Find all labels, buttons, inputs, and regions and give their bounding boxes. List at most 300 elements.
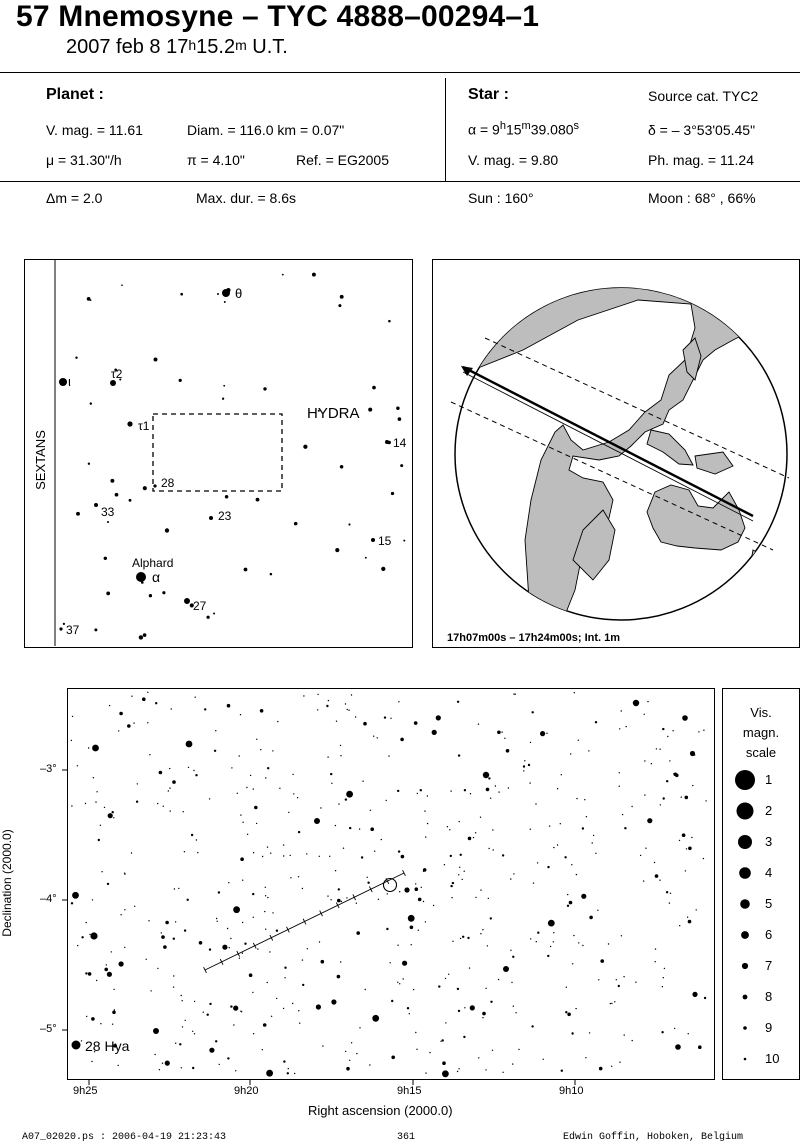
detail-star [349, 1060, 350, 1061]
detail-star [492, 1050, 493, 1051]
detail-star [450, 855, 452, 857]
detail-star [417, 793, 418, 794]
detail-star [329, 856, 330, 857]
detail-star [196, 839, 197, 840]
detail-star [498, 791, 499, 792]
detail-star [553, 932, 554, 933]
detail-star [557, 788, 558, 789]
detail-star [237, 793, 238, 794]
detail-star [114, 1009, 115, 1010]
finder-star [403, 540, 405, 542]
detail-star [81, 936, 83, 938]
detail-star [170, 810, 171, 811]
detail-star [204, 708, 206, 710]
asteroid-track [204, 870, 406, 973]
detail-star [192, 1031, 193, 1032]
footer-author: Edwin Goffin, Hoboken, Belgium [563, 1132, 744, 1143]
detail-star [582, 827, 584, 829]
detail-star [513, 693, 514, 694]
finder-star [224, 301, 226, 303]
finder-star [88, 463, 90, 465]
detail-star [460, 854, 462, 856]
detail-star [523, 770, 524, 771]
detail-star [661, 1031, 663, 1033]
detail-star [485, 1069, 486, 1070]
detail-star [254, 806, 258, 810]
detail-star [581, 894, 586, 899]
star-label-iota: ι [68, 374, 71, 389]
detail-star [227, 704, 231, 708]
detail-star [470, 793, 471, 794]
detail-star [227, 1057, 229, 1059]
detail-star [148, 920, 149, 921]
detail-star [610, 1003, 611, 1004]
detail-star [174, 888, 175, 889]
detail-star [250, 775, 251, 776]
finder-star [104, 557, 107, 560]
detail-star [71, 902, 73, 904]
detail-star [450, 885, 452, 887]
detail-star [675, 1044, 681, 1050]
detail-star [298, 831, 300, 833]
detail-star [611, 1003, 612, 1004]
finder-star [94, 503, 98, 507]
detail-star [553, 941, 554, 942]
star-vmag: V. mag. = 9.80 [468, 152, 559, 168]
detail-star [378, 899, 379, 900]
detail-star [415, 1032, 416, 1033]
detail-star [503, 966, 509, 972]
scale-title-line2: magn. [742, 725, 780, 740]
detail-star [163, 945, 167, 949]
finder-star [90, 402, 92, 404]
detail-star [106, 964, 107, 965]
detail-star [338, 803, 339, 804]
detail-star [475, 897, 476, 898]
detail-star [253, 852, 254, 853]
detail-star [193, 770, 194, 771]
detail-star [320, 807, 321, 808]
detail-star [530, 742, 531, 743]
scale-title-line1: Vis. [750, 705, 772, 720]
detail-star [560, 823, 561, 824]
detail-star [530, 829, 531, 830]
detail-star [283, 855, 284, 856]
detail-star [414, 721, 418, 725]
scale-label: 4 [765, 865, 773, 880]
detail-star [351, 1042, 352, 1043]
detail-star [696, 909, 697, 910]
finder-star [312, 273, 316, 277]
detail-star [90, 932, 97, 939]
detail-star [463, 1036, 465, 1038]
detail-star [185, 1020, 186, 1021]
finder-star [388, 320, 391, 323]
detail-star [586, 816, 587, 817]
detail-star [561, 1070, 563, 1072]
detail-star [161, 932, 162, 933]
detail-star [682, 833, 686, 837]
detail-star [297, 797, 298, 798]
detail-star [698, 731, 699, 732]
x-tick-label: 9h25 [73, 1085, 98, 1097]
detail-star [317, 694, 318, 695]
detail-star [292, 1003, 293, 1004]
detail-star [464, 1007, 465, 1008]
detail-star [704, 997, 706, 999]
detail-star [267, 846, 268, 847]
detail-star [233, 1006, 238, 1011]
detail-star [669, 760, 670, 761]
detail-star [326, 705, 328, 707]
finder-star [223, 385, 225, 387]
star-phmag: Ph. mag. = 11.24 [648, 152, 754, 168]
detail-star [153, 1028, 159, 1034]
detail-star [655, 874, 659, 878]
detail-star [512, 1063, 513, 1064]
detail-star [480, 889, 481, 890]
detail-star [632, 1040, 633, 1041]
detail-star [172, 780, 176, 784]
detail-star [548, 920, 555, 927]
detail-star [229, 947, 230, 948]
detail-star [390, 718, 391, 719]
detail-star [478, 1057, 479, 1058]
star-label-alpha: α [152, 569, 161, 585]
detail-star [482, 1017, 483, 1018]
detail-star [493, 849, 494, 850]
detail-star [447, 826, 448, 827]
constellation-label-hydra: HYDRA [307, 405, 360, 422]
finder-star [143, 633, 147, 637]
finder-star [294, 522, 298, 526]
finder-star [338, 304, 341, 307]
detail-star [343, 848, 344, 849]
finder-star [107, 521, 109, 523]
detail-star [367, 877, 368, 878]
detail-star [96, 791, 97, 792]
finder-star [129, 499, 132, 502]
detail-star [71, 740, 72, 741]
detail-star [252, 992, 253, 993]
finder-chart [24, 259, 413, 648]
detail-star [124, 909, 125, 910]
detail-star [216, 918, 217, 919]
detail-star [608, 943, 609, 944]
detail-star [403, 978, 404, 979]
detail-star [460, 938, 461, 939]
detail-star [187, 899, 189, 901]
detail-star [241, 1011, 242, 1012]
detail-star [415, 887, 419, 891]
detail-star [459, 867, 460, 868]
earth-map-panel [432, 259, 800, 648]
detail-star [578, 740, 579, 741]
detail-star [178, 888, 179, 889]
finder-star [180, 293, 183, 296]
y-tick-label: –4° [40, 893, 57, 905]
finder-star-field [59, 273, 405, 640]
scale-dot [743, 995, 748, 1000]
finder-star [348, 523, 350, 525]
finder-star [381, 567, 385, 571]
detail-star [347, 709, 348, 710]
detail-star [464, 789, 466, 791]
detail-star [425, 921, 426, 922]
detail-star [445, 1022, 446, 1023]
detail-star [647, 701, 648, 702]
detail-star [345, 798, 347, 800]
detail-star [294, 1073, 295, 1074]
detail-star [155, 702, 157, 704]
detail-star [253, 788, 254, 789]
detail-star [337, 899, 341, 903]
detail-star [134, 906, 135, 907]
finder-star [398, 417, 402, 421]
detail-star [624, 1034, 625, 1035]
detail-star [230, 938, 231, 939]
detail-star [598, 979, 599, 980]
detail-star [322, 1045, 323, 1046]
detail-star [425, 1072, 426, 1073]
detail-star [147, 722, 148, 723]
detail-star [667, 736, 668, 737]
detail-star [444, 864, 445, 865]
detail-star [330, 899, 331, 900]
detail-star [410, 926, 414, 930]
detail-star [515, 1012, 516, 1013]
detail-star [595, 853, 596, 854]
detail-star [233, 906, 240, 913]
detail-star [451, 897, 452, 898]
detail-star [249, 973, 253, 977]
finder-star [165, 528, 169, 532]
detail-star [203, 1012, 204, 1013]
finder-star [162, 591, 165, 594]
detail-star [359, 828, 360, 829]
detail-star [536, 941, 537, 942]
planet-motion: μ = 31.30"/h [46, 152, 122, 168]
detail-star [77, 765, 78, 766]
detail-star [619, 728, 620, 729]
detail-star [150, 990, 151, 991]
detail-star [340, 755, 341, 756]
detail-star [219, 1064, 220, 1065]
detail-star [217, 921, 218, 922]
detail-star [173, 986, 174, 987]
finder-star [63, 623, 65, 625]
detail-star [588, 750, 589, 751]
detail-star [537, 862, 538, 863]
detail-star [272, 750, 273, 751]
detail-star [631, 806, 632, 807]
detail-star [100, 1023, 101, 1024]
detail-star [370, 810, 371, 811]
finder-star [263, 387, 266, 390]
detail-star [458, 754, 460, 756]
detail-star [319, 941, 320, 942]
detail-star [495, 785, 496, 786]
detail-star [660, 804, 661, 805]
detail-star [691, 837, 692, 838]
detail-star [502, 1072, 503, 1073]
detail-star [124, 947, 125, 948]
detail-star [518, 1049, 519, 1050]
detail-star [267, 897, 268, 898]
star-label-28-hya: 28 Hya [85, 1038, 130, 1054]
detail-star [317, 709, 318, 710]
detail-star [256, 823, 257, 824]
detail-star [363, 722, 367, 726]
detail-star [146, 959, 147, 960]
x-tick-label: 9h10 [559, 1085, 584, 1097]
detail-star [197, 852, 198, 853]
event-date: 2007 feb 8 17 [66, 36, 189, 58]
detail-star [572, 963, 573, 964]
finder-star [213, 612, 215, 614]
detail-star [543, 1059, 544, 1060]
scale-title-line3: scale [745, 745, 777, 760]
detail-star [188, 767, 189, 768]
detail-star [644, 794, 645, 795]
detail-star [459, 821, 460, 822]
detail-star [242, 953, 243, 954]
detail-star [528, 764, 530, 766]
scale-dot [744, 1058, 747, 1061]
finder-star [154, 358, 158, 362]
detail-star [346, 897, 347, 898]
detail-star [365, 989, 366, 990]
detail-star [367, 882, 369, 884]
detail-star [246, 787, 247, 788]
detail-star [240, 814, 241, 815]
scale-dot [739, 867, 751, 879]
detail-star [698, 1045, 702, 1049]
detail-star [490, 798, 491, 799]
globe-time-caption: 17h07m00s – 17h24m00s; Int. 1m [447, 632, 621, 644]
detail-star [316, 1004, 321, 1009]
detail-star [179, 1043, 181, 1045]
detail-star [573, 935, 574, 936]
detail-star [485, 988, 486, 989]
detail-star [482, 929, 483, 930]
detail-star [626, 726, 627, 727]
detail-star [292, 774, 293, 775]
detail-star [582, 945, 583, 946]
finder-star [335, 548, 339, 552]
detail-star [277, 721, 278, 722]
detail-star [524, 760, 525, 761]
detail-star [452, 941, 453, 942]
detail-star [81, 1040, 82, 1041]
detail-star [589, 1032, 590, 1033]
detail-star [611, 1066, 612, 1067]
detail-star [413, 989, 414, 990]
max-duration: Max. dur. = 8.6s [196, 190, 296, 206]
detail-star [335, 870, 336, 871]
detail-star [640, 855, 641, 856]
detail-star [279, 788, 280, 789]
detail-star [540, 731, 545, 736]
detail-star [420, 789, 422, 791]
detail-star [96, 980, 97, 981]
star-label-33: 33 [101, 505, 115, 519]
detail-star [374, 851, 375, 852]
detail-star [416, 1049, 417, 1050]
finder-star [143, 486, 147, 490]
detail-star [284, 977, 285, 978]
detail-star [566, 987, 567, 988]
detail-star [209, 1048, 214, 1053]
detail-star [504, 738, 505, 739]
detail-star [623, 976, 624, 977]
y-axis-label: Declination (2000.0) [0, 829, 14, 937]
scale-label: 10 [765, 1051, 780, 1066]
detail-star [111, 951, 112, 952]
detail-star [662, 728, 664, 730]
detail-star [288, 1068, 289, 1069]
detail-star [436, 715, 441, 720]
detail-star [488, 848, 489, 849]
detail-star [529, 782, 530, 783]
finder-star [270, 573, 273, 576]
detail-star [214, 750, 216, 752]
detail-star [192, 1067, 194, 1069]
detail-star [690, 751, 695, 756]
scale-label: 7 [765, 958, 773, 973]
header-divider-vertical [445, 78, 446, 181]
detail-star [450, 790, 451, 791]
detail-star [427, 823, 428, 824]
detail-star [100, 825, 101, 826]
detail-star [227, 928, 228, 929]
detail-star [497, 731, 501, 735]
detail-star [270, 853, 271, 854]
detail-star [622, 814, 623, 815]
detail-star [458, 1068, 459, 1069]
y-tick-label: –5° [40, 1023, 57, 1035]
detail-star [550, 946, 551, 947]
detail-star [502, 854, 504, 856]
detail-star [381, 839, 382, 840]
detail-star [574, 692, 575, 693]
detail-star [276, 930, 278, 932]
detail-star [531, 1025, 533, 1027]
planet-vmag: V. mag. = 11.61 [46, 122, 143, 138]
detail-star [597, 910, 598, 911]
star-label-27: 27 [193, 599, 207, 613]
detail-star [510, 878, 511, 879]
detail-star [169, 768, 170, 769]
detail-star [327, 895, 328, 896]
finder-star [76, 512, 80, 516]
detail-star [390, 962, 391, 963]
detail-star [267, 767, 269, 769]
detail-star [685, 870, 686, 871]
detail-star [107, 972, 112, 977]
detail-star [619, 1062, 620, 1063]
detail-star [685, 796, 689, 800]
detail-star [218, 892, 219, 893]
finder-star [340, 465, 344, 469]
detail-star [88, 972, 92, 976]
detail-star [595, 721, 597, 723]
detail-star [85, 803, 86, 804]
detail-star [260, 749, 261, 750]
detail-star [240, 857, 244, 861]
detail-star [373, 736, 374, 737]
finder-star [387, 441, 390, 444]
